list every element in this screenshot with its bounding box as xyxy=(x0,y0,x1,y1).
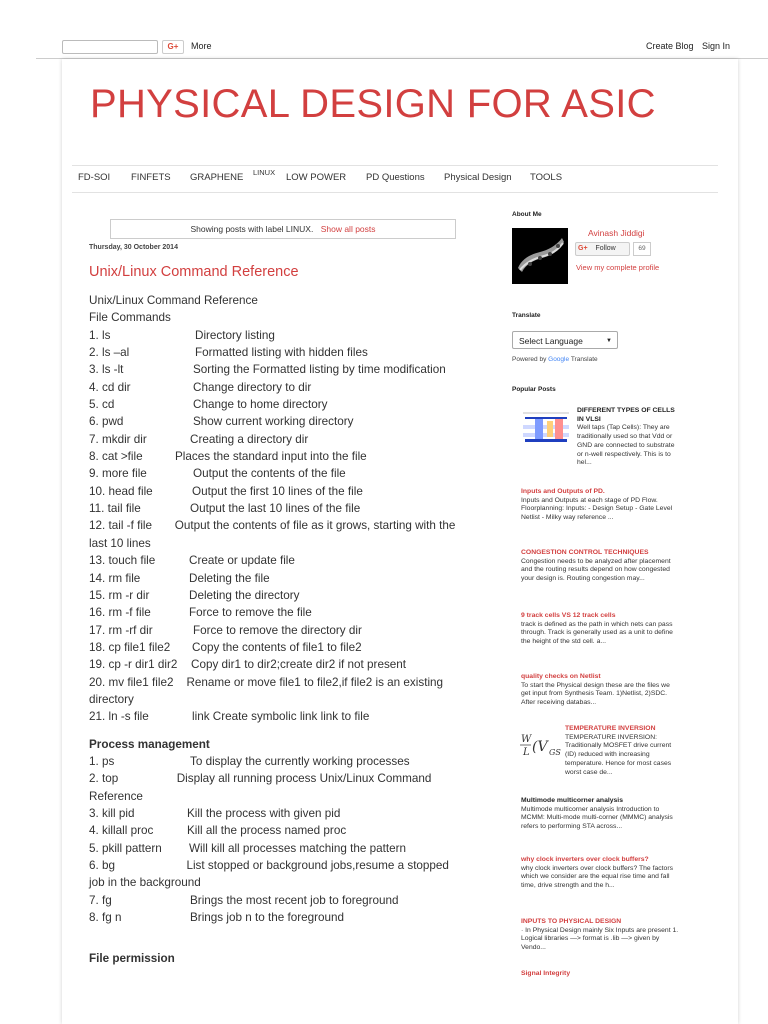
popular-post-item xyxy=(521,407,679,468)
list-item xyxy=(89,448,465,465)
popular-post-title[interactable]: Inputs and Outputs of PD. xyxy=(521,488,605,495)
popular-post-item xyxy=(521,725,679,777)
tab-linux[interactable]: LINUX xyxy=(253,168,276,177)
popular-post-item xyxy=(521,970,679,979)
command-name: 1. ps xyxy=(89,754,115,768)
tab-graphene[interactable]: GRAPHENE xyxy=(190,172,244,183)
command-name: 7. fg xyxy=(89,893,112,907)
command-description: List stopped or background jobs,resume a stopped job in the background xyxy=(89,859,449,890)
popular-post-title[interactable]: INPUTS TO PHYSICAL DESIGN xyxy=(521,918,622,925)
translate-link[interactable]: Translate xyxy=(570,356,598,363)
popular-post-snippet: · In Physical Design mainly Six Inputs are present 1. Logical libraries —> format is .lib —> given by Vendo... xyxy=(521,926,679,952)
section-file-permission-text: File permission xyxy=(89,952,175,966)
command-name: 3. kill pid xyxy=(89,806,135,820)
google-logo-text[interactable]: Google xyxy=(548,356,570,363)
list-item xyxy=(89,770,465,805)
profile-name-link[interactable]: Avinash Jiddigi xyxy=(588,228,645,238)
tab-fd-soi[interactable]: FD-SOI xyxy=(78,172,111,183)
command-name: 13. touch file xyxy=(89,554,156,568)
command-wrap-text xyxy=(89,517,465,552)
list-item xyxy=(89,753,465,770)
about-me-heading: About Me xyxy=(512,211,542,218)
spacer xyxy=(89,926,465,950)
view-profile-link[interactable]: View my complete profile xyxy=(576,263,660,272)
command-name: 19. cp -r dir1 dir2 xyxy=(89,658,178,672)
popular-post-title[interactable]: quality checks on Netlist xyxy=(521,673,601,680)
command-description: Directory listing xyxy=(195,328,275,342)
section-file-commands-text: File Commands xyxy=(89,311,171,325)
popular-post-snippet: Well taps (Tap Cells): They are traditionally used so that Vdd or GND are connected to substrate or n-well respectively. This is to hel... xyxy=(577,424,675,467)
post-heading-text: Unix/Linux Command Reference xyxy=(89,294,258,307)
command-name: 21. ln -s file xyxy=(89,710,149,724)
formula-numerator: W xyxy=(521,734,532,745)
popular-post-item xyxy=(521,797,679,832)
command-description: Output the first 10 lines of the file xyxy=(192,484,363,498)
list-item xyxy=(89,344,465,361)
command-description: Display all running process Unix/Linux Command Reference xyxy=(89,772,432,803)
list-item xyxy=(89,892,465,909)
dropdown-arrow-icon: ▼ xyxy=(606,338,612,344)
command-description: Show current working directory xyxy=(193,415,354,429)
gplus-share-button[interactable]: G+ xyxy=(162,40,184,54)
avatar-image-icon xyxy=(512,228,568,284)
command-name: 5. cd xyxy=(89,398,115,412)
list-item xyxy=(89,431,465,448)
popular-post-title[interactable]: Multimode multicorner analysis xyxy=(521,797,623,804)
command-name: 14. rm file xyxy=(89,571,141,585)
command-description: To display the currently working processes xyxy=(190,754,410,768)
command-description: Force to remove the directory dir xyxy=(193,623,362,637)
list-item xyxy=(89,805,465,822)
command-name: 12. tail -f file xyxy=(89,519,153,533)
list-item xyxy=(89,639,465,656)
command-name: 8. cat >file xyxy=(89,450,143,464)
command-description: Kill the process with given pid xyxy=(187,806,341,820)
command-description: Output the contents of the file xyxy=(193,467,346,481)
post-title[interactable]: Unix/Linux Command Reference xyxy=(89,264,299,280)
command-name: 4. killall proc xyxy=(89,824,154,838)
popular-post-item xyxy=(521,488,679,523)
list-item xyxy=(89,413,465,430)
tab-finfets[interactable]: FINFETS xyxy=(131,172,171,183)
command-description: Force to remove the file xyxy=(189,606,312,620)
blogger-navbar xyxy=(0,0,768,58)
command-name: 10. head file xyxy=(89,484,153,498)
list-item xyxy=(89,604,465,621)
command-description: Change directory to dir xyxy=(193,380,312,394)
command-description: Kill all the process named proc xyxy=(187,824,347,838)
command-description: Formatted listing with hidden files xyxy=(195,346,368,360)
navbar-search-input[interactable] xyxy=(62,40,158,54)
popular-post-title[interactable]: CONGESTION CONTROL TECHNIQUES xyxy=(521,549,649,556)
popular-post-snippet: TEMPERATURE INVERSION: Traditionally MOSFET drive current (ID) reduced with increasing temperature. Hence for most cases worst case de... xyxy=(565,733,672,776)
list-item xyxy=(89,656,465,673)
command-name: 2. top xyxy=(89,772,119,786)
powered-by-google xyxy=(512,356,598,363)
command-name: 15. rm -r dir xyxy=(89,588,150,602)
tab-pd-questions[interactable]: PD Questions xyxy=(366,172,425,183)
post-body xyxy=(89,292,465,968)
command-name: 9. more file xyxy=(89,467,147,481)
popular-post-title[interactable]: TEMPERATURE INVERSION xyxy=(565,725,656,732)
command-wrap-text xyxy=(89,770,465,805)
section-process-management xyxy=(89,736,465,753)
list-item xyxy=(89,500,465,517)
command-description: Will kill all processes matching the pattern xyxy=(189,841,406,855)
list-item xyxy=(89,909,465,926)
command-name: 5. pkill pattern xyxy=(89,841,162,855)
popular-post-item xyxy=(521,549,679,584)
command-name: 6. pwd xyxy=(89,415,124,429)
command-wrap-text xyxy=(89,674,465,709)
command-description: Change to home directory xyxy=(193,398,328,412)
list-item xyxy=(89,708,465,725)
command-wrap-text xyxy=(89,857,465,892)
section-file-permission xyxy=(89,950,465,967)
command-name: 4. cd dir xyxy=(89,380,131,394)
sign-in-link[interactable]: Sign In xyxy=(702,41,731,51)
command-name: 7. mkdir dir xyxy=(89,432,147,446)
command-description: Output the last 10 lines of the file xyxy=(190,502,361,516)
formula-subscript: GS xyxy=(549,748,561,757)
list-item xyxy=(89,587,465,604)
command-description: Deleting the directory xyxy=(189,588,300,602)
tab-tools[interactable]: TOOLS xyxy=(530,172,563,183)
popular-post-title[interactable]: 9 track cells VS 12 track cells xyxy=(521,612,616,619)
status-text: Showing posts with label LINUX. xyxy=(190,224,314,234)
popular-post-item xyxy=(521,673,679,708)
translate-heading: Translate xyxy=(512,312,541,319)
command-name: 3. ls -lt xyxy=(89,363,124,377)
command-name: 8. fg n xyxy=(89,911,122,925)
list-item xyxy=(89,327,465,344)
command-description: Creating a directory dir xyxy=(190,432,309,446)
formula-expression: (V xyxy=(532,739,548,755)
post-date: Thursday, 30 October 2014 xyxy=(89,244,178,251)
command-name: 6. bg xyxy=(89,859,115,872)
popular-post-title[interactable]: DIFFERENT TYPES OF CELLS IN VLSI xyxy=(577,407,675,423)
create-blog-link[interactable]: Create Blog xyxy=(646,41,694,51)
popular-post-item xyxy=(521,918,679,953)
follow-count: 69 xyxy=(633,242,651,256)
command-name: 16. rm -f file xyxy=(89,606,151,620)
language-select-value: Select Language xyxy=(519,336,583,346)
list-item xyxy=(89,674,465,709)
popular-post-item xyxy=(521,612,679,647)
command-name: 20. mv file1 file2 xyxy=(89,675,174,689)
popular-post-title[interactable]: Signal Integrity xyxy=(521,970,571,977)
popular-post-snippet: To start the Physical design these are the files we get input from Synthesis Team. 1)Netlist, 2)SDC. After receiving databas... xyxy=(521,681,670,707)
list-item xyxy=(89,822,465,839)
command-description: Deleting the file xyxy=(189,571,270,585)
list-item xyxy=(89,379,465,396)
label-tabs xyxy=(72,165,718,193)
list-item xyxy=(89,840,465,857)
list-item xyxy=(89,361,465,378)
follow-label: Follow xyxy=(595,245,616,252)
gplus-icon: G+ xyxy=(578,245,588,252)
command-description: Create or update file xyxy=(189,554,295,568)
list-item xyxy=(89,857,465,892)
command-description: Rename or move file1 to file2,if file2 is an existing directory xyxy=(89,675,444,706)
popular-post-snippet: why clock inverters over clock buffers? The factors which we consider are the equal rise time and fall time, drive strength and the h... xyxy=(521,864,673,890)
popular-post-snippet: track is defined as the path in which nets can pass through. Track is generally used as a unit to define the height of the std cell. a... xyxy=(521,620,673,646)
follow-button[interactable] xyxy=(575,242,630,256)
popular-post-snippet: Congestion needs to be analyzed after placement and the routing results depend on how congested your design is. Routing congestion may... xyxy=(521,557,671,583)
popular-post-snippet: Multimode multicorner analysis Introduction to MCMM: Multi-mode multi-corner (MMMC) analysis refers to performing STA across... xyxy=(521,805,673,831)
command-description: Copy the contents of file1 to file2 xyxy=(192,640,362,654)
command-description: link Create symbolic link link to file xyxy=(192,710,370,724)
tab-low-power[interactable]: LOW POWER xyxy=(286,172,347,183)
section-process-management-text: Process management xyxy=(89,737,210,751)
formula-denominator: L xyxy=(523,747,530,758)
popular-post-title[interactable]: why clock inverters over clock buffers? xyxy=(521,856,649,863)
command-description: Output the contents of file as it grows, starting with the last 10 lines xyxy=(89,519,456,550)
command-description: Brings the most recent job to foreground xyxy=(190,893,399,907)
command-name: 18. cp file1 file2 xyxy=(89,640,171,654)
command-description: Places the standard input into the file xyxy=(175,450,367,464)
command-name: 17. rm -rf dir xyxy=(89,623,153,637)
list-item xyxy=(89,483,465,500)
popular-post-snippet: Inputs and Outputs at each stage of PD Flow. Floorplanning: Inputs: - Design Setup - Gate Level Netlist - Milky way reference ... xyxy=(521,496,673,522)
list-item xyxy=(89,517,465,552)
navbar-more-link[interactable]: More xyxy=(191,41,212,51)
popular-post-item xyxy=(521,856,679,891)
list-item xyxy=(89,622,465,639)
section-file-commands xyxy=(89,309,465,326)
spacer xyxy=(89,726,465,736)
show-all-posts-link[interactable]: Show all posts xyxy=(320,224,376,234)
popular-posts-heading: Popular Posts xyxy=(512,386,556,393)
command-description: Sorting the Formatted listing by time modification xyxy=(193,363,446,377)
list-item xyxy=(89,396,465,413)
command-name: 2. ls –al xyxy=(89,346,130,360)
blog-title[interactable]: PHYSICAL DESIGN FOR ASIC xyxy=(90,82,656,126)
language-select[interactable] xyxy=(512,331,618,349)
post-heading xyxy=(89,292,465,309)
list-item xyxy=(89,552,465,569)
list-item xyxy=(89,570,465,587)
command-description: Brings job n to the foreground xyxy=(190,911,344,925)
label-status-message xyxy=(110,219,456,239)
profile-avatar[interactable] xyxy=(512,228,568,284)
tab-physical-design[interactable]: Physical Design xyxy=(444,172,512,183)
command-name: 11. tail file xyxy=(89,502,141,516)
powered-by-text: Powered by xyxy=(512,356,547,363)
command-description: Copy dir1 to dir2;create dir2 if not present xyxy=(191,658,407,672)
list-item xyxy=(89,465,465,482)
command-name: 1. ls xyxy=(89,328,111,342)
